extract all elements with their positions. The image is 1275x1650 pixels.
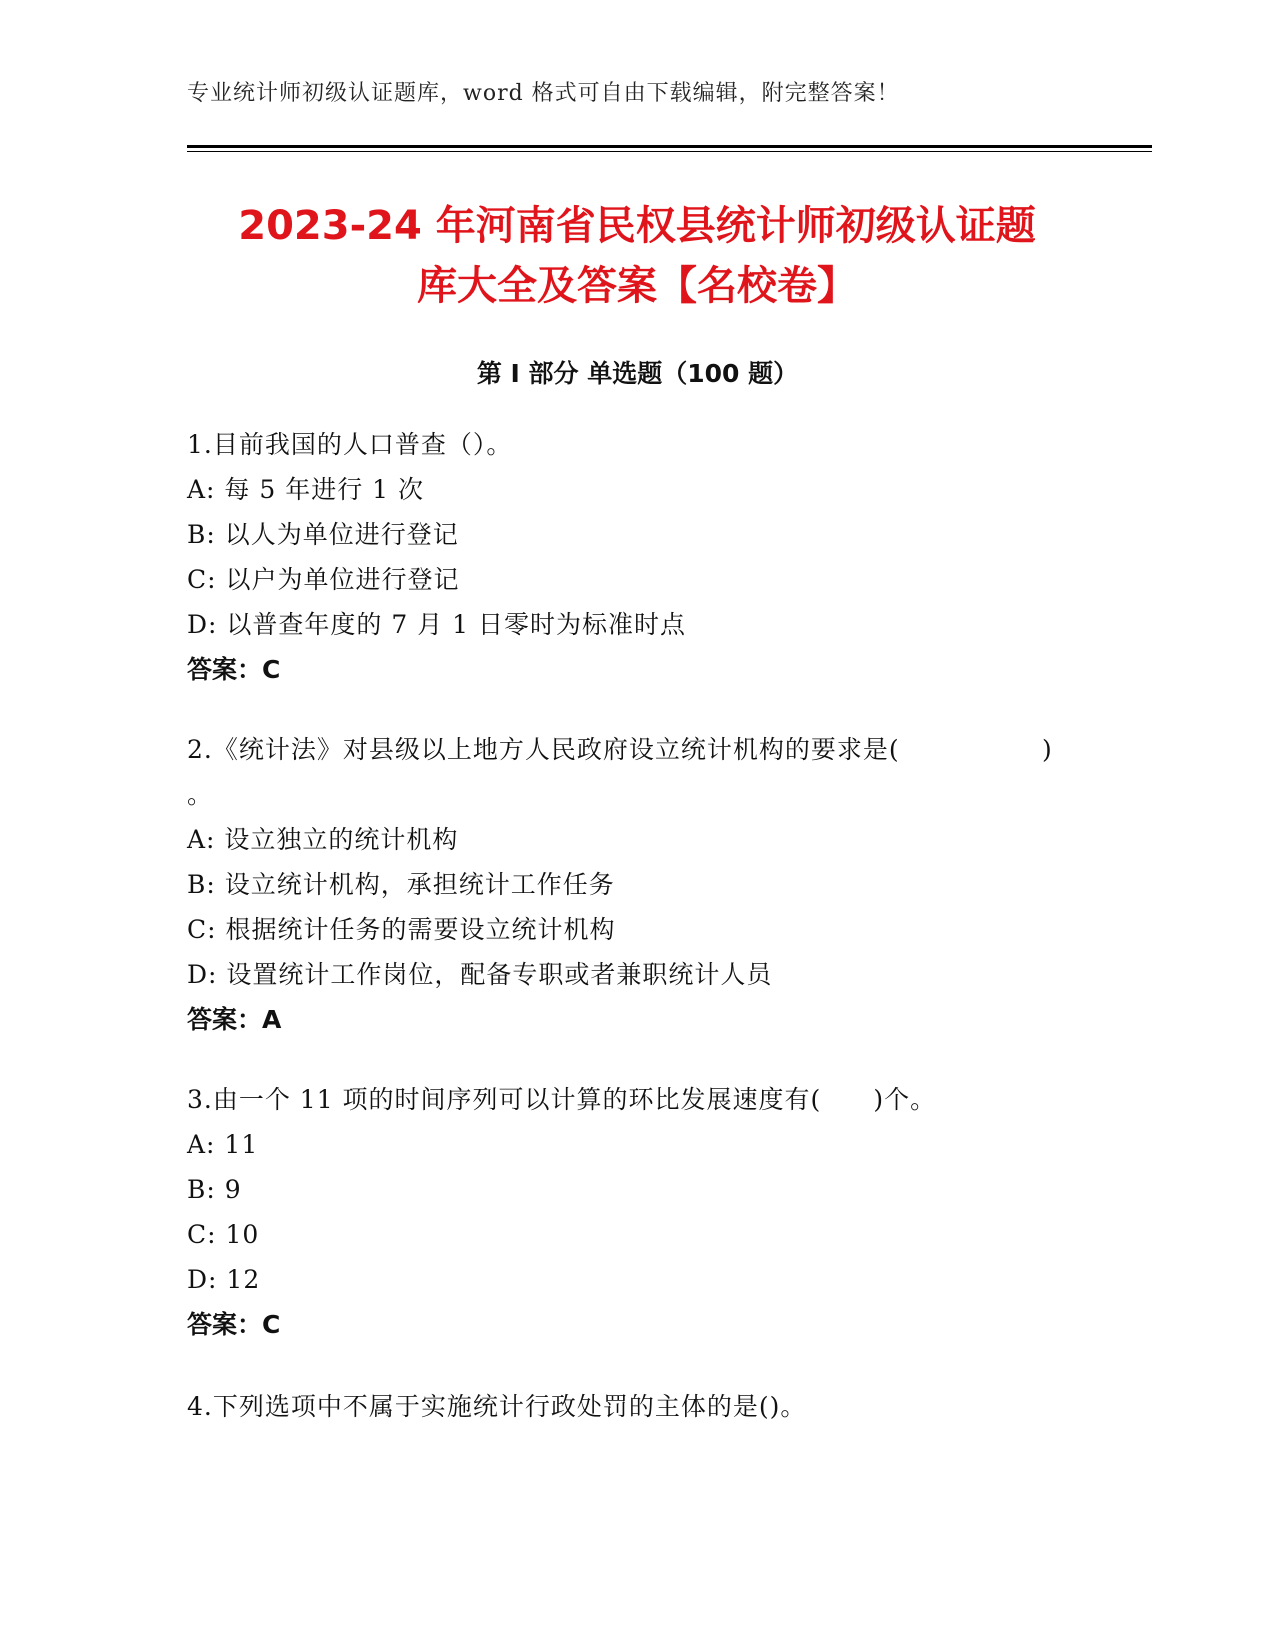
header-note: 专业统计师初级认证题库，word 格式可自由下载编辑，附完整答案！	[187, 81, 900, 106]
option-b: B: 9	[187, 1175, 242, 1204]
option-b: B: 以人为单位进行登记	[187, 520, 459, 549]
header-rule-thin	[187, 151, 1152, 152]
option-a: A: 11	[187, 1130, 259, 1159]
option-c: C: 以户为单位进行登记	[187, 565, 460, 594]
question-1	[187, 422, 1067, 692]
question-2	[187, 727, 1067, 1042]
option-c: C: 根据统计任务的需要设立统计机构	[187, 915, 616, 944]
option-d: D: 以普查年度的 7 月 1 日零时为标准时点	[187, 610, 687, 639]
question-stem: 2.《统计法》对县级以上地方人民政府设立统计机构的要求是(	[187, 735, 900, 764]
document-title	[187, 196, 1087, 316]
option-c: C: 10	[187, 1220, 260, 1249]
option-a: A: 每 5 年进行 1 次	[187, 475, 425, 504]
option-a: A: 设立独立的统计机构	[187, 825, 459, 854]
question-stem: 1.目前我国的人口普查（）。	[187, 430, 513, 459]
question-4	[187, 1384, 1067, 1429]
question-stem: 3.由一个 11 项的时间序列可以计算的环比发展速度有( )个。	[187, 1085, 937, 1114]
question-stem-close-paren: )	[1042, 735, 1053, 764]
option-d: D: 设置统计工作岗位，配备专职或者兼职统计人员	[187, 960, 773, 989]
title-line-2: 库大全及答案【名校卷】	[417, 263, 857, 309]
answer: 答案：C	[187, 1310, 281, 1339]
answer: 答案：A	[187, 1005, 282, 1034]
section-title: 第 I 部分 单选题（100 题）	[476, 359, 799, 388]
header-rule-thick	[187, 145, 1152, 148]
question-3	[187, 1077, 1067, 1347]
option-d: D: 12	[187, 1265, 261, 1294]
question-stem: 4.下列选项中不属于实施统计行政处罚的主体的是()。	[187, 1392, 807, 1421]
option-b: B: 设立统计机构，承担统计工作任务	[187, 870, 615, 899]
title-line-1: 2023-24 年河南省民权县统计师初级认证题	[238, 203, 1036, 249]
answer: 答案：C	[187, 655, 281, 684]
question-stem-continuation: 。	[187, 780, 214, 809]
question-stem-line	[187, 727, 1067, 772]
